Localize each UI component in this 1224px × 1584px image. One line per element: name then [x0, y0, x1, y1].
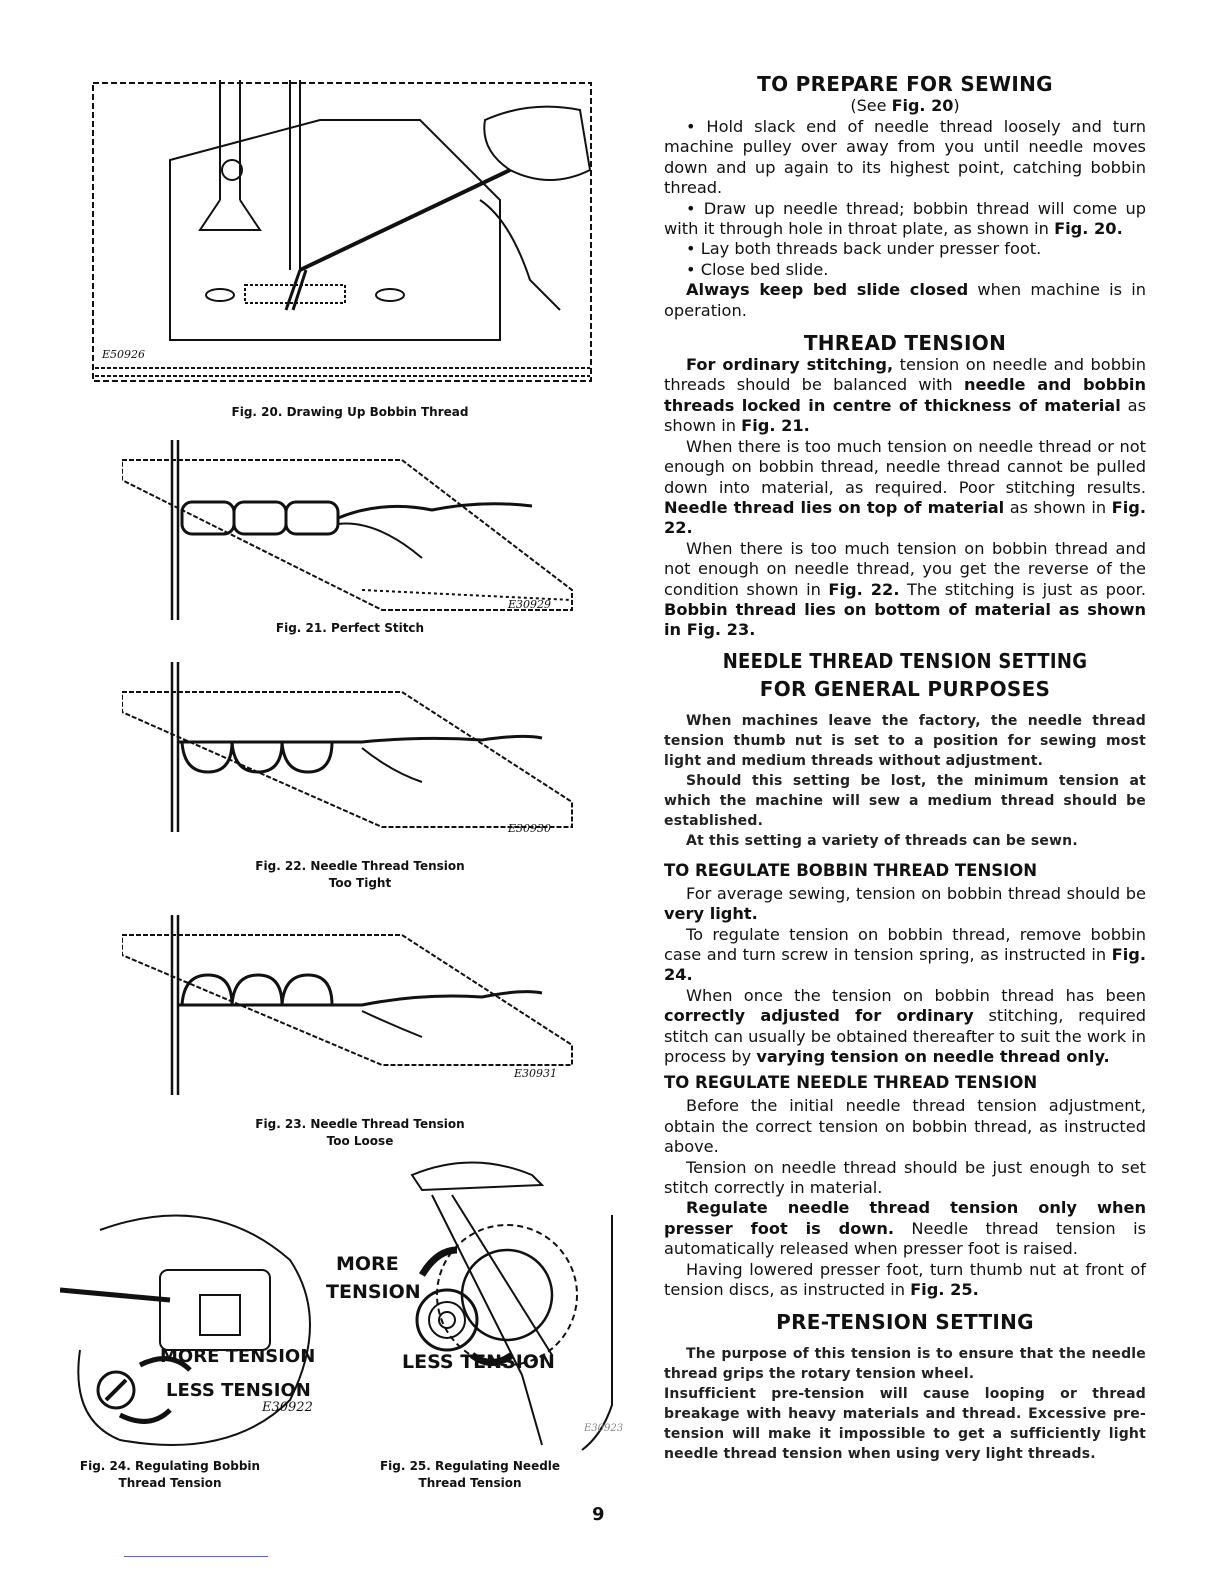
fig-25-caption-line1: Fig. 25. Regulating Needle: [379, 1459, 561, 1473]
fig-24-caption-line1: Fig. 24. Regulating Bobbin: [79, 1459, 261, 1473]
prepare-step-4: • Close bed slide.: [686, 259, 829, 279]
fig-20-code: E50926: [102, 348, 146, 361]
fig-25-more-label-line1: MORE: [336, 1253, 399, 1275]
prepare-subheading: (See Fig. 20): [850, 96, 960, 115]
fig-22-illustration: [122, 662, 582, 842]
fig-20-caption: Fig. 20. Drawing Up Bobbin Thread: [231, 405, 469, 419]
fig-24-less-label: LESS TENSION: [166, 1380, 311, 1401]
needle-setting-heading-line2: FOR GENERAL PURPOSES: [759, 676, 1051, 701]
text-column: [664, 72, 1146, 1464]
bobbin-regulate-para-3: When once the tension on bobbin thread has been correctly adjusted for ordinary stitching, required stitch can usually be obtained thereafter to suit the work in process by varying tension on needle thread only.: [664, 985, 1147, 1066]
fig-25-less-label: LESS TENSION: [402, 1351, 555, 1373]
pretension-para-2: Insufficient pre-tension will cause looping or thread breakage with heavy materials and thread. Excessive pre-tension will make it impossible to get a sufficiently light needle thread tension when using very light threads.: [664, 1386, 1146, 1463]
needle-regulate-para-2: Tension on needle thread should be just enough to set stitch correctly in material.: [664, 1157, 1146, 1198]
thread-tension-para-3: When there is too much tension on bobbin thread and not enough on needle thread, you get the reverse of the condition shown in Fig. 22. The stitching is just as poor. Bobbin thread lies on bottom of material as shown in Fig. 23.: [664, 538, 1146, 640]
thread-tension-para-1: For ordinary stitching, tension on needle and bobbin threads should be balanced with needle and bobbin threads locked in centre of thickness of material as shown in Fig. 21.: [664, 355, 1147, 436]
thread-tension-heading: THREAD TENSION: [803, 331, 1007, 356]
fig-23-illustration: [122, 915, 582, 1095]
fig-25-code: E30923: [584, 1423, 624, 1434]
needle-setting-para-3: At this setting a variety of threads can be sewn.: [686, 832, 1078, 849]
needle-regulate-para-4: Having lowered presser foot, turn thumb nut at front of tension discs, as instructed in Fig. 25.: [664, 1259, 1146, 1300]
fig-23-caption-line2: Too Loose: [326, 1134, 394, 1148]
fig-22-caption-line1: Fig. 22. Needle Thread Tension: [255, 859, 465, 873]
fig-21-illustration: [122, 440, 582, 620]
prepare-step-3: • Lay both threads back under presser foot.: [686, 239, 1042, 259]
fig-24-more-label: MORE TENSION: [160, 1346, 316, 1367]
fig-25-illustration: [322, 1155, 632, 1455]
fig-24-code: E30922: [262, 1400, 313, 1415]
thread-tension-para-2: When there is too much tension on needle thread or not enough on bobbin thread, needle thread cannot be pulled down into material, as required. Poor stitching results. Needle thread lies on top of material as shown in Fig. 22.: [664, 436, 1146, 538]
prepare-heading: TO PREPARE FOR SEWING: [757, 72, 1053, 96]
prepare-step-1: • Hold slack end of needle thread loosely and turn machine pulley over away from you until needle moves down and up again to its highest point, catching bobbin thread.: [664, 117, 1146, 198]
fig-21-caption: Fig. 21. Perfect Stitch: [275, 621, 425, 635]
needle-setting-para-2: Should this setting be lost, the minimum tension at which the machine will sew a medium thread should be established.: [664, 772, 1146, 829]
bobbin-regulate-para-2: To regulate tension on bobbin thread, remove bobbin case and turn screw in tension spring, as instructed in Fig. 24.: [664, 924, 1146, 985]
fig-25-more-label-line2: TENSION: [326, 1281, 421, 1303]
prepare-note: Always keep bed slide closed when machine is in operation.: [664, 280, 1146, 320]
fig-22-code: E30930: [508, 822, 552, 835]
pretension-heading: PRE-TENSION SETTING: [776, 1310, 1034, 1335]
pretension-para-1: The purpose of this tension is to ensure that the needle thread grips the rotary tension wheel.: [664, 1346, 1146, 1383]
fig-25-caption-line2: Thread Tension: [418, 1476, 522, 1490]
fig-20-illustration: [90, 80, 595, 385]
page-number: 9: [592, 1504, 605, 1525]
prepare-step-2: • Draw up needle thread; bobbin thread will come up with it through hole in throat plate, as shown in Fig. 20.: [664, 198, 1146, 239]
bobbin-regulate-para-1: For average sewing, tension on bobbin thread should be very light.: [664, 883, 1146, 924]
fig-24-caption-line2: Thread Tension: [118, 1476, 222, 1490]
footer-divider: [124, 1556, 268, 1557]
fig-22-caption-line2: Too Tight: [328, 876, 392, 890]
needle-regulate-para-3: Regulate needle thread tension only when presser foot is down. Needle thread tension is automatically released when presser foot is raised.: [664, 1198, 1147, 1259]
fig-23-caption-line1: Fig. 23. Needle Thread Tension: [255, 1117, 465, 1131]
needle-setting-para-1: When machines leave the factory, the needle thread tension thumb nut is set to a position for sewing most light and medium threads without adjustment.: [664, 712, 1146, 769]
bobbin-regulate-heading: TO REGULATE BOBBIN THREAD TENSION: [664, 860, 1038, 880]
needle-setting-heading-line1: NEEDLE THREAD TENSION SETTING: [722, 648, 1088, 673]
fig-24-illustration: [60, 1200, 330, 1450]
fig-21-code: E30929: [508, 598, 552, 611]
needle-regulate-para-1: Before the initial needle thread tension adjustment, obtain the correct tension on bobbin thread, as instructed above.: [664, 1096, 1146, 1157]
figures-column: [60, 70, 630, 1510]
fig-23-code: E30931: [514, 1067, 558, 1080]
needle-regulate-heading: TO REGULATE NEEDLE THREAD TENSION: [664, 1073, 1038, 1093]
